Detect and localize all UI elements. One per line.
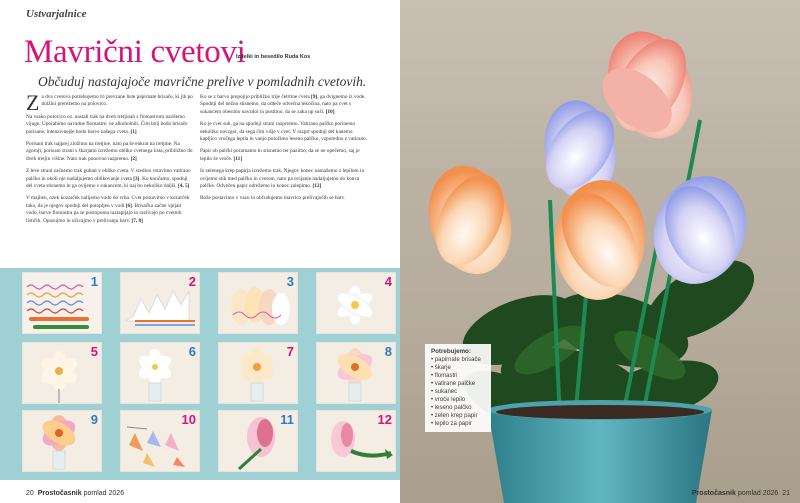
page-number: 20 — [26, 490, 34, 497]
section-label: Ustvarjalnice — [26, 8, 87, 20]
step-number: 7 — [286, 344, 294, 359]
materials-title: Potrebujemo: — [431, 348, 471, 355]
paragraph: Papir ob palčki porarnamo in stisnemo ter pazimo, da se ne opečemo, saj je lepilo še vroče. [11] — [200, 148, 360, 162]
drop-cap: Z — [26, 90, 40, 115]
step-photo-10 — [120, 410, 200, 472]
list-item: • leseno palčko — [431, 404, 485, 412]
list-item: • vatirane palčke — [431, 380, 485, 388]
step-photo-12 — [316, 410, 396, 472]
paragraph: V majhen, ozek kozarček nalijemo vodo do vrha. Cvet postavimo v kozarček tako, da je njegov spodnji del potopljen v vodi [6]. Brisačka začne vpijati vodo, barve flomastra pa se postopoma raztapljajo in razlivajo po cvetnih lističih. Opazujmo in uživajmo v prelivanju barv. [7, 8] — [26, 195, 190, 224]
text-column-2 — [200, 94, 370, 208]
step-number: 5 — [90, 344, 98, 359]
step-number: 6 — [188, 344, 196, 359]
step-photo-3 — [218, 272, 298, 334]
list-item: • škarje — [431, 364, 485, 372]
page-number: 21 — [782, 490, 790, 497]
step-number: 9 — [90, 412, 98, 427]
step-number: 10 — [181, 412, 196, 427]
step-number: 1 — [90, 274, 98, 289]
list-item: • flomastri — [431, 372, 485, 380]
step-photo-6 — [120, 342, 200, 404]
right-footer — [692, 490, 790, 497]
list-item: • vroče lepilo — [431, 396, 485, 404]
step-number: 3 — [286, 274, 294, 289]
paragraph: Porisani trak najprej zložimo na tretjine, nato pa še enkrat na tretjine. Na zgornji, porisani strani s škarjami izrežemo obliko cvetnega lista, pribiližno do dveh tretjin višine. Nato trak ponovno razpremo. [2] — [26, 141, 193, 162]
paragraph: Za dva cvetova potrebujemo tri prevzane liste papirnate brisače, ki jih po dolžini prerežemo na polovico. — [26, 90, 193, 115]
paragraph: Ko je cvet suh, ga na spodnji strani razprremo. Vatirano palčko porinemo nekoliko navzgor, da sega čim višje v cvet. V razprt spodnji del kanemo kapljico vročega lepila in vanjo položimo leseno palčko, vzporedno z vatirano. — [200, 121, 368, 143]
paragraph: Rože postavimo v vazo in občudujemo mavrico prelivajočih se barv. — [200, 195, 346, 202]
magazine-issue: pomlad 2026 — [83, 490, 125, 497]
paragraph: Na vsako polovico oz. nastali trak na dveh tretjinah s flomastrom narišemo vijuge. Uporabimo navadne flomastre, ne alkoholnih. Čim bolj bodo brisače porisane, intenzivnejše bodo barve našega cveta. [1] — [26, 113, 188, 135]
article-title: Mavrični cvetovi — [24, 34, 246, 70]
step-photo-5 — [22, 342, 102, 404]
materials-box — [425, 344, 491, 432]
materials-list — [431, 356, 485, 428]
paragraph: Z leve strani začnemo trak gubati v obliko cveta. V sredino vstavimo vatirano palčko in okoli nje nadaljujemo oblikovanje cveta [3]. Ko končamo, spodnji del cveta stisnemo in ga ovijemo s sukancem, ki naj bo nekoliko daljši. [4, 5] — [26, 168, 191, 190]
step-photo-1 — [22, 272, 102, 334]
step-photo-9 — [22, 410, 102, 472]
paragraph: Iz zelenega krep papirja izrežemo trak. Njegov konec namažemo z lepilom in ovijemo stik med palčko in cvetom, nato pa ovijanje nadaljujemo do konca palčke. Odvečen papir odrežemo in konec zalepimo. [12] — [200, 168, 365, 190]
list-item: • papirnate brisače — [431, 356, 485, 364]
step-number: 2 — [188, 274, 196, 289]
text-column-1 — [26, 90, 194, 230]
step-number: 11 — [280, 412, 294, 427]
magazine-name: Prostočasnik — [691, 490, 736, 497]
step-photo-2 — [120, 272, 200, 334]
byline: Izdelki in besedilo Ruda Kos — [236, 54, 311, 60]
list-item: • lepilo za papir — [431, 420, 485, 428]
step-number: 12 — [377, 412, 392, 427]
list-item: • zelen krep papir — [431, 412, 485, 420]
left-footer — [26, 490, 124, 497]
list-item: • sukanec — [431, 388, 485, 396]
article-subtitle: Občuduj nastajajoče mavrične prelive v pomladnih cvetovih. — [38, 74, 367, 89]
step-photo-4 — [316, 272, 396, 334]
paragraph: Ko se z barvo prepojijo približno trije četrtine cveta [9], ga dvignemo iz vode. Spodnji del nežno stisnemo, da odteče odvečna tekočina, nato pa cvet s sukancem obesimo navzdol in pustimo, da se zaka up suši. [10] — [200, 94, 366, 115]
step-number: 8 — [384, 344, 392, 359]
step-number: 4 — [384, 274, 392, 289]
magazine-issue: pomlad 2026 — [737, 490, 779, 497]
step-photo-8 — [316, 342, 396, 404]
step-photo-11 — [218, 410, 298, 472]
magazine-name: Prostočasnik — [37, 490, 82, 497]
step-photo-7 — [218, 342, 298, 404]
